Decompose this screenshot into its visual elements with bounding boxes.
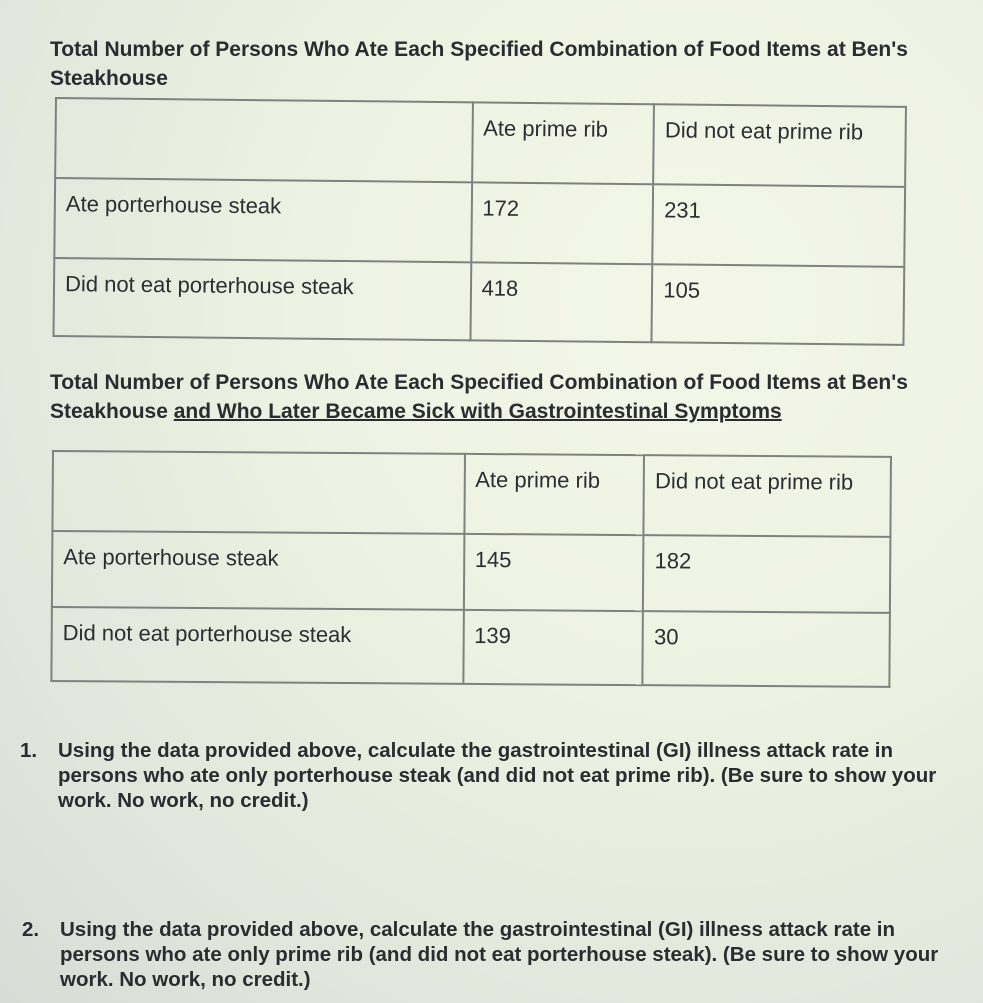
question-1: [20, 738, 938, 813]
column-header-ate-prime-rib: Ate prime rib: [464, 454, 644, 535]
table-corner-cell: [55, 98, 472, 182]
table-cell: 231: [653, 184, 906, 267]
row-label: Did not eat porterhouse steak: [53, 258, 470, 340]
question-text: Using the data provided above, calculate the gastrointestinal (GI) illness attack rate in persons who ate only prime rib (and did not eat porterhouse steak). (Be sure to show your work. No work, no credit.): [60, 918, 939, 991]
row-label: Did not eat porterhouse steak: [51, 607, 463, 684]
table-cell: 30: [643, 611, 890, 687]
table-row: [54, 178, 905, 267]
table2-title: [50, 368, 950, 426]
table-cell: 139: [463, 610, 643, 685]
table2-title-underlined: and Who Later Became Sick with Gastrointestinal Symptoms: [173, 400, 782, 423]
row-label: Ate porterhouse steak: [52, 531, 464, 610]
table-header-row: [52, 451, 891, 537]
sick-persons-table: [50, 450, 892, 688]
table-cell: 418: [470, 262, 653, 342]
table-row: [53, 258, 904, 345]
column-header-did-not-eat-prime-rib: Did not eat prime rib: [653, 104, 906, 187]
column-header-ate-prime-rib: Ate prime rib: [472, 102, 655, 184]
table-header-row: [55, 98, 906, 187]
question-number: 1.: [20, 739, 38, 762]
table-row: [52, 531, 891, 613]
question-text: Using the data provided above, calculate the gastrointestinal (GI) illness attack rate in persons who ate only porterhouse steak (and did not eat prime rib). (Be sure to show your work. No work, no credit.): [58, 739, 937, 812]
question-2: [22, 917, 940, 992]
table2-title-prefix: Total Number of Persons Who Ate Each Specified Combination of Food Items at Ben's Steakhouse: [50, 371, 908, 423]
table-cell: 172: [471, 182, 654, 264]
food-combination-table: [52, 97, 906, 346]
table1-title: Total Number of Persons Who Ate Each Specified Combination of Food Items at Ben's Steakhouse: [50, 38, 908, 90]
table-cell: 105: [652, 264, 905, 345]
column-header-did-not-eat-prime-rib: Did not eat prime rib: [644, 455, 891, 537]
question-number: 2.: [22, 918, 40, 941]
table-cell: 145: [463, 534, 643, 611]
table-row: [51, 607, 889, 687]
row-label: Ate porterhouse steak: [54, 178, 471, 262]
table-cell: 182: [643, 535, 890, 613]
table-corner-cell: [52, 451, 464, 534]
